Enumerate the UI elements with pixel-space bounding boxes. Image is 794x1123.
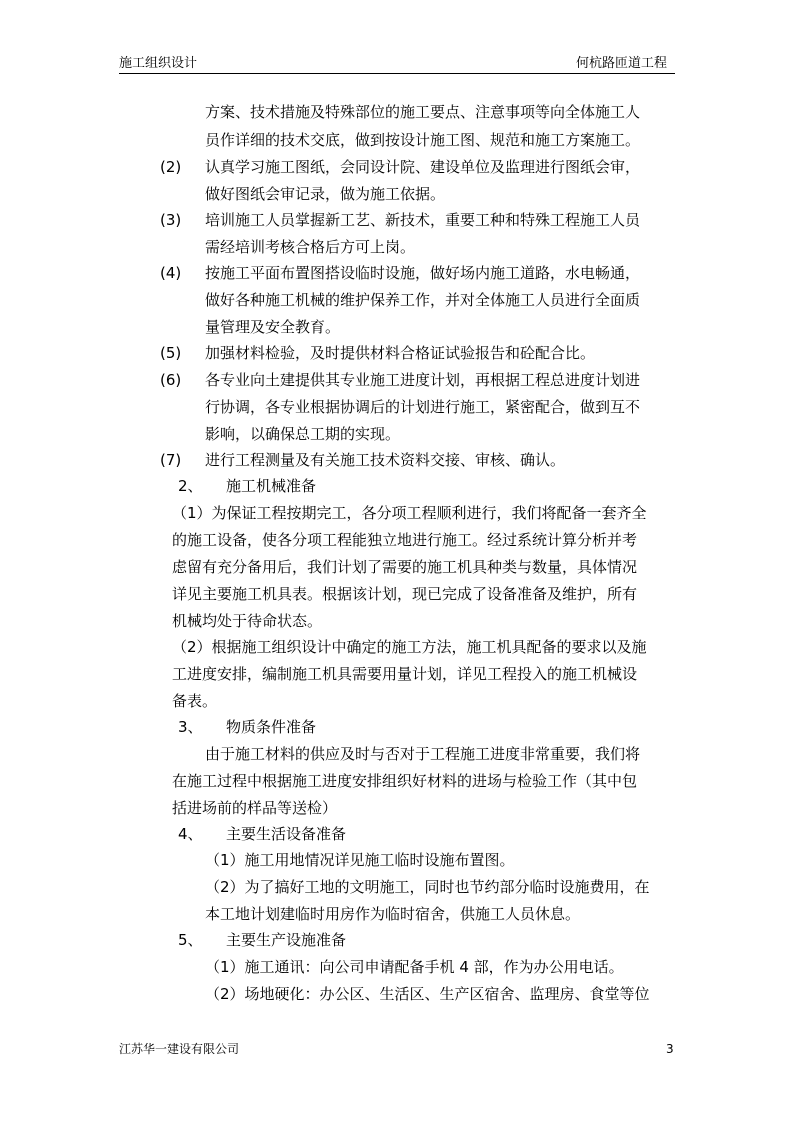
paragraph-line: 认真学习施工图纸，会同设计院、建设单位及监理进行图纸会审， <box>205 158 641 176</box>
paragraph-line: （2）为了搞好工地的文明施工，同时也节约部分临时设施费用，在 <box>205 878 650 896</box>
section-number: 2、 <box>178 477 203 495</box>
paragraph-line: 做好图纸会审记录，做为施工依据。 <box>205 185 446 203</box>
paragraph-line: 工进度安排，编制施工机具需要用量计划，详见工程投入的施工机械设 <box>172 665 638 683</box>
header-title-left: 施工组织设计 <box>119 56 198 71</box>
paragraph-line: 需经培训考核合格后方可上岗。 <box>205 238 416 256</box>
paragraph-line: 在施工过程中根据施工进度安排组织好材料的进场与检验工作（其中包 <box>172 772 638 790</box>
paragraph-line: 本工地计划建临时用房作为临时宿舍，供施工人员休息。 <box>205 905 581 923</box>
paragraph-line: 量管理及安全教育。 <box>205 318 341 336</box>
paragraph-line: 备表。 <box>172 692 218 710</box>
paragraph-line: （1）施工通讯：向公司申请配备手机 4 部，作为办公用电话。 <box>205 958 624 976</box>
paragraph-line: （1）为保证工程按期完工，各分项工程顺利进行，我们将配备一套齐全 <box>172 504 647 522</box>
paragraph-line: （2）根据施工组织设计中确定的施工方法，施工机具配备的要求以及施 <box>172 638 647 656</box>
list-number: (5) <box>160 344 182 362</box>
list-number: (6) <box>160 371 182 389</box>
paragraph-line: 各专业向土建提供其专业施工进度计划，再根据工程总进度计划进 <box>205 371 641 389</box>
paragraph-line: 的施工设备，使各分项工程能独立地进行施工。经过系统计算分析并考 <box>172 531 638 549</box>
list-number: (7) <box>160 451 182 469</box>
paragraph-line: 员作详细的技术交底，做到按设计施工图、规范和施工方案施工。 <box>205 131 641 149</box>
paragraph-line: （2）场地硬化：办公区、生活区、生产区宿舍、监理房、食堂等位 <box>205 985 650 1003</box>
paragraph-line: 机械均处于待命状态。 <box>172 612 323 630</box>
paragraph-line: 行协调，各专业根据协调后的计划进行施工，紧密配合，做到互不 <box>205 398 641 416</box>
paragraph-line: 详见主要施工机具表。根据该计划，现已完成了设备准备及维护，所有 <box>172 585 638 603</box>
list-number: (2) <box>160 158 182 176</box>
section-number: 4、 <box>178 825 203 843</box>
paragraph-line: （1）施工用地情况详见施工临时设施布置图。 <box>205 851 515 869</box>
footer-company: 江苏华一建设有限公司 <box>119 1042 240 1056</box>
paragraph-line: 进行工程测量及有关施工技术资料交接、审核、确认。 <box>205 451 566 469</box>
section-heading: 主要生活设备准备 <box>226 825 347 843</box>
section-number: 3、 <box>178 718 203 736</box>
paragraph-line: 由于施工材料的供应及时与否对于工程施工进度非常重要，我们将 <box>205 745 641 763</box>
paragraph-line: 按施工平面布置图搭设临时设施，做好场内施工道路，水电畅通， <box>205 264 641 282</box>
paragraph-line: 虑留有充分备用后，我们计划了需要的施工机具种类与数量，具体情况 <box>172 558 638 576</box>
paragraph-line: 加强材料检验，及时提供材料合格证试验报告和砼配合比。 <box>205 344 596 362</box>
paragraph-line: 影响，以确保总工期的实现。 <box>205 425 401 443</box>
section-number: 5、 <box>178 931 203 949</box>
paragraph-line: 做好各种施工机械的维护保养工作，并对全体施工人员进行全面质 <box>205 291 641 309</box>
paragraph-line: 括进场前的样品等送检） <box>172 799 338 817</box>
section-heading: 施工机械准备 <box>226 477 317 495</box>
paragraph-line: 培训施工人员掌握新工艺、新技术，重要工种和特殊工程施工人员 <box>205 211 641 229</box>
page-number: 3 <box>666 1042 674 1056</box>
list-number: (4) <box>160 264 182 282</box>
section-heading: 物质条件准备 <box>226 718 317 736</box>
paragraph-line: 方案、技术措施及特殊部位的施工要点、注意事项等向全体施工人 <box>205 103 641 121</box>
header-title-right: 何杭路匝道工程 <box>576 56 668 71</box>
header-divider <box>119 73 675 74</box>
section-heading: 主要生产设施准备 <box>226 931 347 949</box>
list-number: (3) <box>160 211 182 229</box>
